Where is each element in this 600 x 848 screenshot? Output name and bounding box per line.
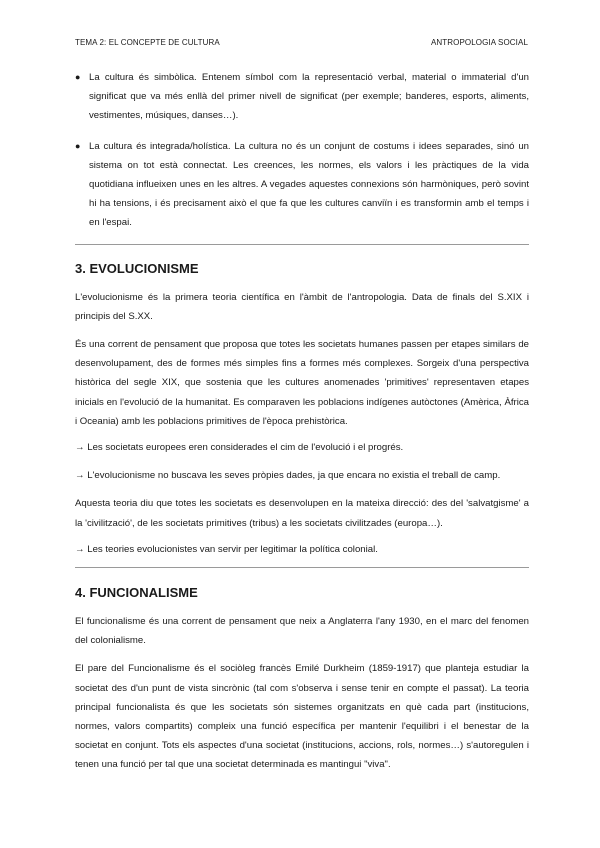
section-divider: [75, 244, 529, 245]
document-body: [75, 68, 529, 775]
bullet-item: [75, 137, 529, 233]
paragraph: Aquesta teoria diu que totes les societats es desenvolupen en la mateixa direcció: des del 'salvatgisme' a la 'civilització', de les societats primitives (tribus) a les societats civilitzades (europa…).: [75, 498, 529, 529]
bullet-text: La cultura és integrada/holística. La cultura no és un conjunt de costums i idees separades, sinó un sistema on tot està connectat. Les creences, les normes, els valors i les pràctiques de la vida quotidiana influeixen unes en les altres. A vegades aquestes connexions són harmòniques, però sovint hi ha tensions, i és precisament això el que fa que les cultures canviïn i es transformin amb el temps i en l'espai.: [89, 140, 529, 229]
bullet-text: La cultura és simbòlica. Entenem símbol com la representació verbal, material o immaterial d'un significat que va més enllà del primer nivell de significat (per exemple; banderes, esports, aliments, vestimentes, músiques, danses…).: [89, 72, 529, 122]
paragraph: És una corrent de pensament que proposa que totes les societats humanes passen per etapes similars de desenvolupament, des de formes més simples fins a formes més complexes. Sorgeix d'una perspectiva històrica del segle XIX, que sostenia que les cultures anomenades 'primitives' representaven etapes inicials en l'evolució de la humanitat. Es comparaven les poblacions indígenes autòctones (Amèrica, Àfrica i Oceania) amb les poblacions primitives de l'època prehistòrica.: [75, 339, 529, 427]
bullet-icon: ●: [75, 140, 81, 151]
arrow-note: → Les teories evolucionistes van servir per legitimar la política colonial.: [75, 543, 378, 555]
arrow-note: → Les societats europees eren considerades el cim de l'evolució i el progrés.: [75, 442, 404, 454]
section-divider: [75, 567, 529, 568]
header-subject: ANTROPOLOGIA SOCIAL: [430, 38, 528, 47]
paragraph: L'evolucionisme és la primera teoria científica en l'àmbit de l'antropologia. Data de finals del S.XIX i principis del S.XX.: [75, 291, 529, 322]
bullet-item: [75, 68, 529, 126]
bullet-icon: ●: [75, 72, 81, 82]
header-topic: TEMA 2: EL CONCEPTE DE CULTURA: [75, 38, 220, 47]
paragraph: El funcionalisme és una corrent de pensament que neix a Anglaterra l'any 1930, en el marc del fenomen del colonialisme.: [75, 616, 529, 647]
section-heading: 3. EVOLUCIONISME: [75, 260, 199, 276]
arrow-note: → L'evolucionisme no buscava les seves pròpies dades, ja que encara no existia el treball de camp.: [75, 470, 501, 482]
paragraph: El pare del Funcionalisme és el sociòleg francès Emilé Durkheim (1859-1917) que planteja estudiar la societat des d'un punt de vista sincrònic (tal com s'observa i sense tenir en compte el passat). La teoria principal funcionalista és que les societats són sistemes organitzats en què cada part (institucions, normes, valors compartits) compleix una funció específica per mantenir l'equilibri i el benestar de la societat en conjunt. Tots els aspectes d'una societat (institucions, accions, rols, normes…) s'autoregulen i tenen una funció per tal que una societat determinada es mantingui "viva".: [75, 663, 529, 771]
section-heading: 4. FUNCIONALISME: [75, 585, 198, 601]
